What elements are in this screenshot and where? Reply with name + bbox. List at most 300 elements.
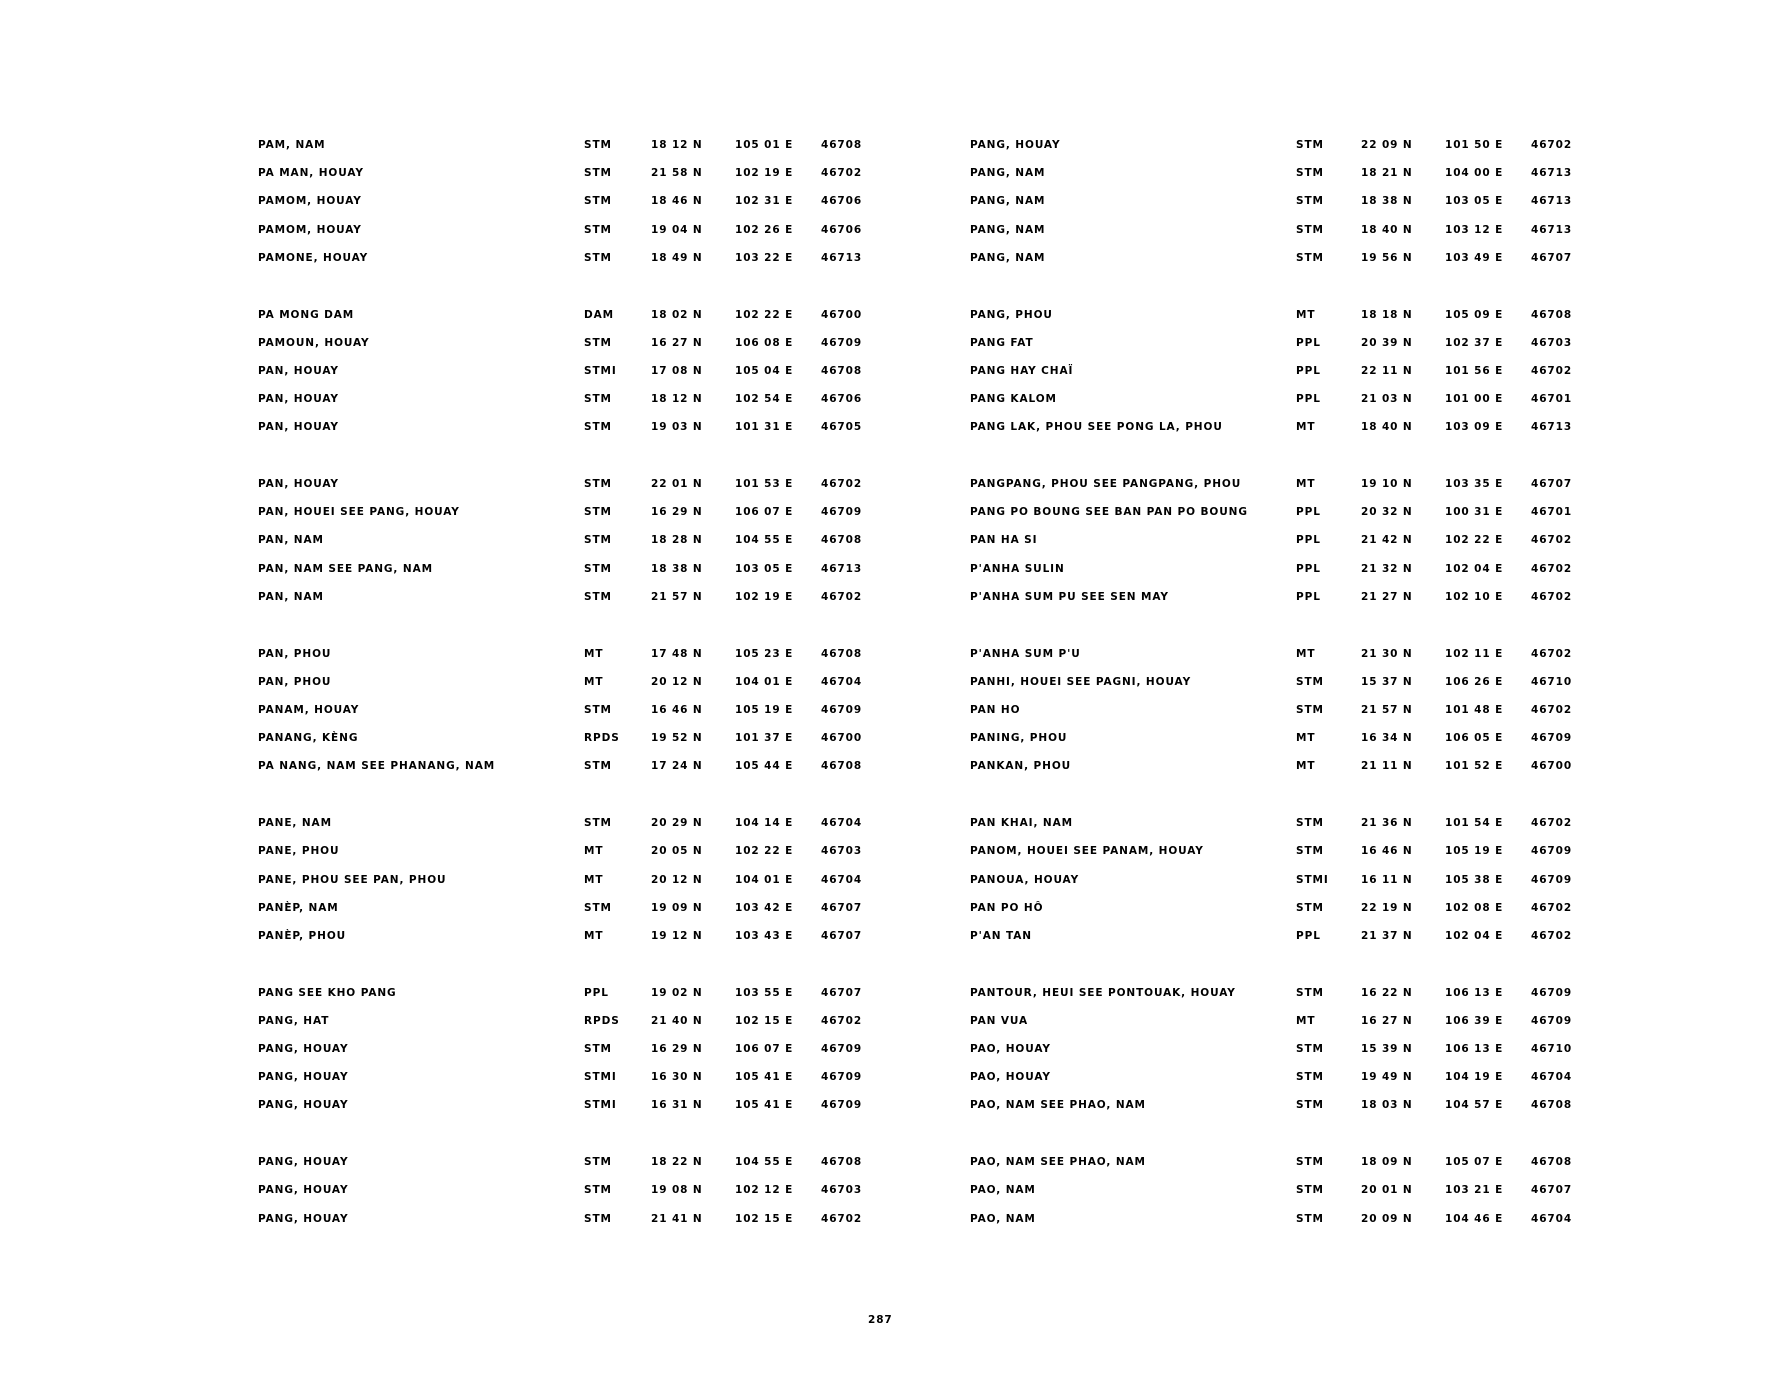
feature-type: PPL bbox=[1296, 562, 1321, 575]
longitude: 102 12 E bbox=[735, 1184, 794, 1197]
map-code: 46703 bbox=[1531, 336, 1573, 349]
longitude: 101 00 E bbox=[1445, 393, 1504, 406]
gazetteer-entry bbox=[970, 252, 1590, 280]
longitude: 105 07 E bbox=[1445, 1156, 1504, 1169]
group-spacer bbox=[258, 619, 878, 648]
latitude: 16 27 N bbox=[1361, 1014, 1413, 1027]
gazetteer-entry bbox=[970, 704, 1590, 732]
gazetteer-entry bbox=[258, 704, 878, 732]
feature-type: PPL bbox=[1296, 590, 1321, 603]
map-code: 46706 bbox=[821, 195, 863, 208]
map-code: 46708 bbox=[1531, 1099, 1573, 1112]
feature-type: STM bbox=[584, 703, 612, 716]
longitude: 105 44 E bbox=[735, 760, 794, 773]
latitude: 21 03 N bbox=[1361, 393, 1413, 406]
gazetteer-entry bbox=[970, 591, 1590, 619]
latitude: 20 12 N bbox=[651, 873, 703, 886]
latitude: 20 01 N bbox=[1361, 1184, 1413, 1197]
place-name: PANG, HOUAY bbox=[258, 1212, 349, 1225]
latitude: 18 21 N bbox=[1361, 167, 1413, 180]
gazetteer-entry bbox=[258, 760, 878, 788]
latitude: 19 56 N bbox=[1361, 251, 1413, 264]
longitude: 104 57 E bbox=[1445, 1099, 1504, 1112]
gazetteer-entry bbox=[970, 309, 1590, 337]
gazetteer-entry bbox=[258, 1156, 878, 1184]
gazetteer-entry bbox=[970, 874, 1590, 902]
gazetteer-entry bbox=[258, 139, 878, 167]
longitude: 105 19 E bbox=[735, 703, 794, 716]
map-code: 46703 bbox=[821, 1184, 863, 1197]
gazetteer-entry bbox=[970, 563, 1590, 591]
longitude: 104 19 E bbox=[1445, 1071, 1504, 1084]
longitude: 101 52 E bbox=[1445, 760, 1504, 773]
feature-type: STM bbox=[1296, 1184, 1324, 1197]
latitude: 18 22 N bbox=[651, 1156, 703, 1169]
gazetteer-entry bbox=[258, 309, 878, 337]
feature-type: STM bbox=[1296, 817, 1324, 830]
longitude: 104 14 E bbox=[735, 817, 794, 830]
latitude: 19 02 N bbox=[651, 986, 703, 999]
gazetteer-entry bbox=[258, 930, 878, 958]
latitude: 19 49 N bbox=[1361, 1071, 1413, 1084]
map-code: 46700 bbox=[821, 308, 863, 321]
map-code: 46702 bbox=[1531, 647, 1573, 660]
longitude: 102 08 E bbox=[1445, 901, 1504, 914]
map-code: 46713 bbox=[1531, 421, 1573, 434]
map-code: 46702 bbox=[1531, 139, 1573, 151]
latitude: 16 31 N bbox=[651, 1099, 703, 1112]
longitude: 104 46 E bbox=[1445, 1212, 1504, 1225]
feature-type: STM bbox=[584, 1156, 612, 1169]
latitude: 18 09 N bbox=[1361, 1156, 1413, 1169]
feature-type: STM bbox=[1296, 1212, 1324, 1225]
feature-type: STM bbox=[1296, 901, 1324, 914]
feature-type: MT bbox=[584, 929, 604, 942]
map-code: 46706 bbox=[821, 223, 863, 236]
map-code: 46702 bbox=[821, 1014, 863, 1027]
feature-type: MT bbox=[584, 873, 604, 886]
latitude: 16 34 N bbox=[1361, 732, 1413, 745]
longitude: 105 01 E bbox=[735, 139, 794, 151]
latitude: 15 39 N bbox=[1361, 1043, 1413, 1056]
latitude: 21 42 N bbox=[1361, 534, 1413, 547]
latitude: 19 04 N bbox=[651, 223, 703, 236]
place-name: PANOUA, HOUAY bbox=[970, 873, 1080, 886]
map-code: 46709 bbox=[1531, 1014, 1573, 1027]
gazetteer-entry bbox=[258, 1099, 878, 1127]
feature-type: STMI bbox=[584, 364, 617, 377]
longitude: 102 22 E bbox=[1445, 534, 1504, 547]
place-name: PANG, HAT bbox=[258, 1014, 330, 1027]
map-code: 46705 bbox=[821, 421, 863, 434]
map-code: 46707 bbox=[821, 929, 863, 942]
place-name: PANG FAT bbox=[970, 336, 1034, 349]
place-name: PANG KALOM bbox=[970, 393, 1057, 406]
map-code: 46703 bbox=[821, 845, 863, 858]
map-code: 46709 bbox=[821, 1071, 863, 1084]
map-code: 46713 bbox=[1531, 195, 1573, 208]
place-name: PANÈP, NAM bbox=[258, 901, 339, 914]
place-name: PANG, HOUAY bbox=[258, 1099, 349, 1112]
longitude: 103 43 E bbox=[735, 929, 794, 942]
gazetteer-entry bbox=[970, 534, 1590, 562]
place-name: PAMONE, HOUAY bbox=[258, 251, 369, 264]
gazetteer-entry bbox=[970, 139, 1590, 167]
map-code: 46704 bbox=[821, 873, 863, 886]
map-code: 46707 bbox=[821, 901, 863, 914]
place-name: PANG PO BOUNG SEE BAN PAN PO BOUNG bbox=[970, 506, 1248, 519]
map-code: 46708 bbox=[821, 760, 863, 773]
gazetteer-entry bbox=[970, 478, 1590, 506]
group-spacer bbox=[970, 280, 1590, 309]
map-code: 46713 bbox=[1531, 223, 1573, 236]
longitude: 100 31 E bbox=[1445, 506, 1504, 519]
feature-type: PPL bbox=[1296, 506, 1321, 519]
group-spacer bbox=[258, 958, 878, 987]
gazetteer-entry bbox=[970, 1099, 1590, 1127]
latitude: 21 30 N bbox=[1361, 647, 1413, 660]
map-code: 46713 bbox=[1531, 167, 1573, 180]
map-code: 46701 bbox=[1531, 506, 1573, 519]
longitude: 101 56 E bbox=[1445, 364, 1504, 377]
page-number: 287 bbox=[868, 1314, 893, 1326]
feature-type: STM bbox=[584, 506, 612, 519]
place-name: PANG, HOUAY bbox=[258, 1184, 349, 1197]
latitude: 20 32 N bbox=[1361, 506, 1413, 519]
longitude: 101 53 E bbox=[735, 478, 794, 491]
latitude: 19 52 N bbox=[651, 732, 703, 745]
gazetteer-entry bbox=[970, 1015, 1590, 1043]
gazetteer-entry bbox=[258, 648, 878, 676]
longitude: 104 55 E bbox=[735, 1156, 794, 1169]
longitude: 101 54 E bbox=[1445, 817, 1504, 830]
gazetteer-entry bbox=[970, 337, 1590, 365]
feature-type: MT bbox=[1296, 308, 1316, 321]
map-code: 46702 bbox=[1531, 534, 1573, 547]
longitude: 104 01 E bbox=[735, 873, 794, 886]
longitude: 103 12 E bbox=[1445, 223, 1504, 236]
gazetteer-entry bbox=[258, 1184, 878, 1212]
place-name: PANG, PHOU bbox=[970, 308, 1053, 321]
left-column bbox=[258, 139, 878, 1241]
feature-type: MT bbox=[1296, 1014, 1316, 1027]
place-name: PANHI, HOUEI SEE PAGNI, HOUAY bbox=[970, 675, 1192, 688]
longitude: 104 01 E bbox=[735, 675, 794, 688]
gazetteer-entry bbox=[258, 732, 878, 760]
map-code: 46710 bbox=[1531, 1043, 1573, 1056]
longitude: 102 31 E bbox=[735, 195, 794, 208]
group-spacer bbox=[258, 1128, 878, 1157]
latitude: 18 12 N bbox=[651, 139, 703, 151]
place-name: PAN, HOUEI SEE PANG, HOUAY bbox=[258, 506, 460, 519]
latitude: 18 40 N bbox=[1361, 421, 1413, 434]
feature-type: STM bbox=[584, 251, 612, 264]
longitude: 102 11 E bbox=[1445, 647, 1504, 660]
map-code: 46700 bbox=[821, 732, 863, 745]
latitude: 17 24 N bbox=[651, 760, 703, 773]
map-code: 46709 bbox=[821, 506, 863, 519]
longitude: 102 22 E bbox=[735, 308, 794, 321]
longitude: 106 05 E bbox=[1445, 732, 1504, 745]
latitude: 15 37 N bbox=[1361, 675, 1413, 688]
longitude: 102 22 E bbox=[735, 845, 794, 858]
place-name: PANG SEE KHO PANG bbox=[258, 986, 397, 999]
place-name: PAO, NAM SEE PHAO, NAM bbox=[970, 1156, 1146, 1169]
feature-type: STM bbox=[584, 336, 612, 349]
longitude: 102 04 E bbox=[1445, 562, 1504, 575]
latitude: 16 22 N bbox=[1361, 986, 1413, 999]
place-name: PAN HO bbox=[970, 703, 1021, 716]
longitude: 105 19 E bbox=[1445, 845, 1504, 858]
map-code: 46702 bbox=[1531, 901, 1573, 914]
latitude: 19 03 N bbox=[651, 421, 703, 434]
group-spacer bbox=[970, 1128, 1590, 1157]
longitude: 101 31 E bbox=[735, 421, 794, 434]
feature-type: PPL bbox=[1296, 929, 1321, 942]
latitude: 20 29 N bbox=[651, 817, 703, 830]
feature-type: STM bbox=[1296, 167, 1324, 180]
latitude: 21 37 N bbox=[1361, 929, 1413, 942]
gazetteer-entry bbox=[258, 1213, 878, 1241]
map-code: 46709 bbox=[821, 336, 863, 349]
map-code: 46710 bbox=[1531, 675, 1573, 688]
gazetteer-entry bbox=[258, 1043, 878, 1071]
longitude: 103 05 E bbox=[1445, 195, 1504, 208]
feature-type: STM bbox=[584, 901, 612, 914]
gazetteer-entry bbox=[970, 365, 1590, 393]
place-name: PA NANG, NAM SEE PHANANG, NAM bbox=[258, 760, 496, 773]
latitude: 21 36 N bbox=[1361, 817, 1413, 830]
latitude: 20 05 N bbox=[651, 845, 703, 858]
place-name: PAN, PHOU bbox=[258, 675, 332, 688]
gazetteer-entry bbox=[258, 845, 878, 873]
gazetteer-entry bbox=[258, 252, 878, 280]
longitude: 103 55 E bbox=[735, 986, 794, 999]
latitude: 21 27 N bbox=[1361, 590, 1413, 603]
place-name: PAN, NAM bbox=[258, 590, 324, 603]
gazetteer-entry bbox=[970, 393, 1590, 421]
map-code: 46704 bbox=[821, 675, 863, 688]
place-name: P'ANHA SULIN bbox=[970, 562, 1065, 575]
gazetteer-entry bbox=[970, 760, 1590, 788]
place-name: PANG, NAM bbox=[970, 195, 1046, 208]
place-name: PA MONG DAM bbox=[258, 308, 355, 321]
latitude: 21 58 N bbox=[651, 167, 703, 180]
latitude: 18 46 N bbox=[651, 195, 703, 208]
map-code: 46702 bbox=[1531, 590, 1573, 603]
feature-type: STM bbox=[584, 562, 612, 575]
feature-type: STM bbox=[584, 167, 612, 180]
place-name: PAO, NAM bbox=[970, 1212, 1036, 1225]
longitude: 102 10 E bbox=[1445, 590, 1504, 603]
gazetteer-entry bbox=[970, 987, 1590, 1015]
gazetteer-entry bbox=[970, 732, 1590, 760]
feature-type: STM bbox=[584, 139, 612, 151]
feature-type: STM bbox=[1296, 1071, 1324, 1084]
gazetteer-entry bbox=[970, 1071, 1590, 1099]
latitude: 19 08 N bbox=[651, 1184, 703, 1197]
feature-type: STM bbox=[1296, 1043, 1324, 1056]
feature-type: STM bbox=[1296, 139, 1324, 151]
latitude: 21 57 N bbox=[651, 590, 703, 603]
gazetteer-entry bbox=[258, 195, 878, 223]
gazetteer-entry bbox=[970, 676, 1590, 704]
place-name: PAN, PHOU bbox=[258, 647, 332, 660]
latitude: 18 40 N bbox=[1361, 223, 1413, 236]
map-code: 46700 bbox=[1531, 760, 1573, 773]
feature-type: MT bbox=[1296, 732, 1316, 745]
map-code: 46707 bbox=[1531, 251, 1573, 264]
longitude: 103 22 E bbox=[735, 251, 794, 264]
gazetteer-entry bbox=[258, 1015, 878, 1043]
longitude: 103 21 E bbox=[1445, 1184, 1504, 1197]
latitude: 18 49 N bbox=[651, 251, 703, 264]
gazetteer-entry bbox=[258, 337, 878, 365]
longitude: 103 49 E bbox=[1445, 251, 1504, 264]
latitude: 19 10 N bbox=[1361, 478, 1413, 491]
longitude: 103 05 E bbox=[735, 562, 794, 575]
longitude: 103 35 E bbox=[1445, 478, 1504, 491]
gazetteer-entry bbox=[970, 902, 1590, 930]
place-name: PANTOUR, HEUI SEE PONTOUAK, HOUAY bbox=[970, 986, 1236, 999]
map-code: 46702 bbox=[821, 590, 863, 603]
feature-type: MT bbox=[584, 675, 604, 688]
latitude: 22 09 N bbox=[1361, 139, 1413, 151]
feature-type: PPL bbox=[584, 986, 609, 999]
place-name: P'ANHA SUM P'U bbox=[970, 647, 1081, 660]
latitude: 20 39 N bbox=[1361, 336, 1413, 349]
map-code: 46708 bbox=[821, 139, 863, 151]
gazetteer-entry bbox=[970, 1156, 1590, 1184]
gazetteer-entry bbox=[970, 195, 1590, 223]
longitude: 105 41 E bbox=[735, 1071, 794, 1084]
map-code: 46701 bbox=[1531, 393, 1573, 406]
feature-type: STM bbox=[1296, 845, 1324, 858]
feature-type: STM bbox=[1296, 251, 1324, 264]
place-name: PAMOUN, HOUAY bbox=[258, 336, 370, 349]
gazetteer-entry bbox=[258, 224, 878, 252]
group-spacer bbox=[258, 789, 878, 818]
map-code: 46708 bbox=[821, 647, 863, 660]
gazetteer-entry bbox=[258, 393, 878, 421]
feature-type: STM bbox=[1296, 986, 1324, 999]
feature-type: MT bbox=[584, 647, 604, 660]
place-name: PAMOM, HOUAY bbox=[258, 223, 362, 236]
feature-type: STM bbox=[584, 817, 612, 830]
place-name: PAN PO HÔ bbox=[970, 901, 1044, 914]
place-name: PAN KHAI, NAM bbox=[970, 817, 1073, 830]
feature-type: PPL bbox=[1296, 534, 1321, 547]
gazetteer-entry bbox=[258, 478, 878, 506]
gazetteer-entry bbox=[970, 1043, 1590, 1071]
latitude: 16 11 N bbox=[1361, 873, 1413, 886]
feature-type: PPL bbox=[1296, 336, 1321, 349]
feature-type: PPL bbox=[1296, 393, 1321, 406]
longitude: 102 04 E bbox=[1445, 929, 1504, 942]
feature-type: STM bbox=[584, 478, 612, 491]
group-spacer bbox=[970, 619, 1590, 648]
longitude: 106 13 E bbox=[1445, 1043, 1504, 1056]
longitude: 106 08 E bbox=[735, 336, 794, 349]
feature-type: MT bbox=[584, 845, 604, 858]
feature-type: STM bbox=[584, 760, 612, 773]
latitude: 22 01 N bbox=[651, 478, 703, 491]
map-code: 46709 bbox=[1531, 845, 1573, 858]
map-code: 46708 bbox=[821, 534, 863, 547]
place-name: P'ANHA SUM PU SEE SEN MAY bbox=[970, 590, 1169, 603]
map-code: 46713 bbox=[821, 562, 863, 575]
latitude: 16 46 N bbox=[1361, 845, 1413, 858]
place-name: PAO, NAM bbox=[970, 1184, 1036, 1197]
longitude: 106 13 E bbox=[1445, 986, 1504, 999]
longitude: 102 15 E bbox=[735, 1212, 794, 1225]
longitude: 101 37 E bbox=[735, 732, 794, 745]
latitude: 19 12 N bbox=[651, 929, 703, 942]
place-name: PAN VUA bbox=[970, 1014, 1029, 1027]
place-name: PAO, HOUAY bbox=[970, 1071, 1051, 1084]
feature-type: STM bbox=[584, 1184, 612, 1197]
feature-type: RPDS bbox=[584, 1014, 620, 1027]
map-code: 46708 bbox=[1531, 1156, 1573, 1169]
group-spacer bbox=[970, 958, 1590, 987]
group-spacer bbox=[970, 789, 1590, 818]
latitude: 18 38 N bbox=[651, 562, 703, 575]
place-name: PANG, NAM bbox=[970, 251, 1046, 264]
gazetteer-entry bbox=[970, 648, 1590, 676]
map-code: 46709 bbox=[1531, 986, 1573, 999]
feature-type: PPL bbox=[1296, 364, 1321, 377]
longitude: 102 19 E bbox=[735, 590, 794, 603]
map-code: 46704 bbox=[1531, 1071, 1573, 1084]
map-code: 46704 bbox=[1531, 1212, 1573, 1225]
gazetteer-entry bbox=[258, 563, 878, 591]
longitude: 102 19 E bbox=[735, 167, 794, 180]
place-name: PAN, HOUAY bbox=[258, 478, 339, 491]
place-name: PAN, HOUAY bbox=[258, 421, 339, 434]
gazetteer-entry bbox=[258, 987, 878, 1015]
group-spacer bbox=[970, 449, 1590, 478]
latitude: 18 12 N bbox=[651, 393, 703, 406]
group-spacer bbox=[258, 280, 878, 309]
longitude: 101 48 E bbox=[1445, 703, 1504, 716]
place-name: PANÈP, PHOU bbox=[258, 929, 347, 942]
feature-type: STM bbox=[1296, 1099, 1324, 1112]
latitude: 16 30 N bbox=[651, 1071, 703, 1084]
longitude: 103 42 E bbox=[735, 901, 794, 914]
latitude: 18 28 N bbox=[651, 534, 703, 547]
right-column bbox=[970, 139, 1590, 1241]
feature-type: STM bbox=[584, 393, 612, 406]
group-spacer bbox=[258, 449, 878, 478]
place-name: PAN, HOUAY bbox=[258, 393, 339, 406]
map-code: 46702 bbox=[821, 1212, 863, 1225]
map-code: 46709 bbox=[821, 703, 863, 716]
feature-type: STM bbox=[584, 1043, 612, 1056]
latitude: 22 11 N bbox=[1361, 364, 1413, 377]
gazetteer-entry bbox=[970, 930, 1590, 958]
latitude: 17 48 N bbox=[651, 647, 703, 660]
place-name: PANG, NAM bbox=[970, 223, 1046, 236]
gazetteer-entry bbox=[970, 506, 1590, 534]
place-name: PAM, NAM bbox=[258, 139, 326, 151]
feature-type: STM bbox=[584, 421, 612, 434]
latitude: 22 19 N bbox=[1361, 901, 1413, 914]
map-code: 46707 bbox=[821, 986, 863, 999]
gazetteer-entry bbox=[970, 817, 1590, 845]
place-name: PANG HAY CHAÏ bbox=[970, 364, 1074, 377]
gazetteer-entry bbox=[258, 591, 878, 619]
place-name: PAN, NAM bbox=[258, 534, 324, 547]
